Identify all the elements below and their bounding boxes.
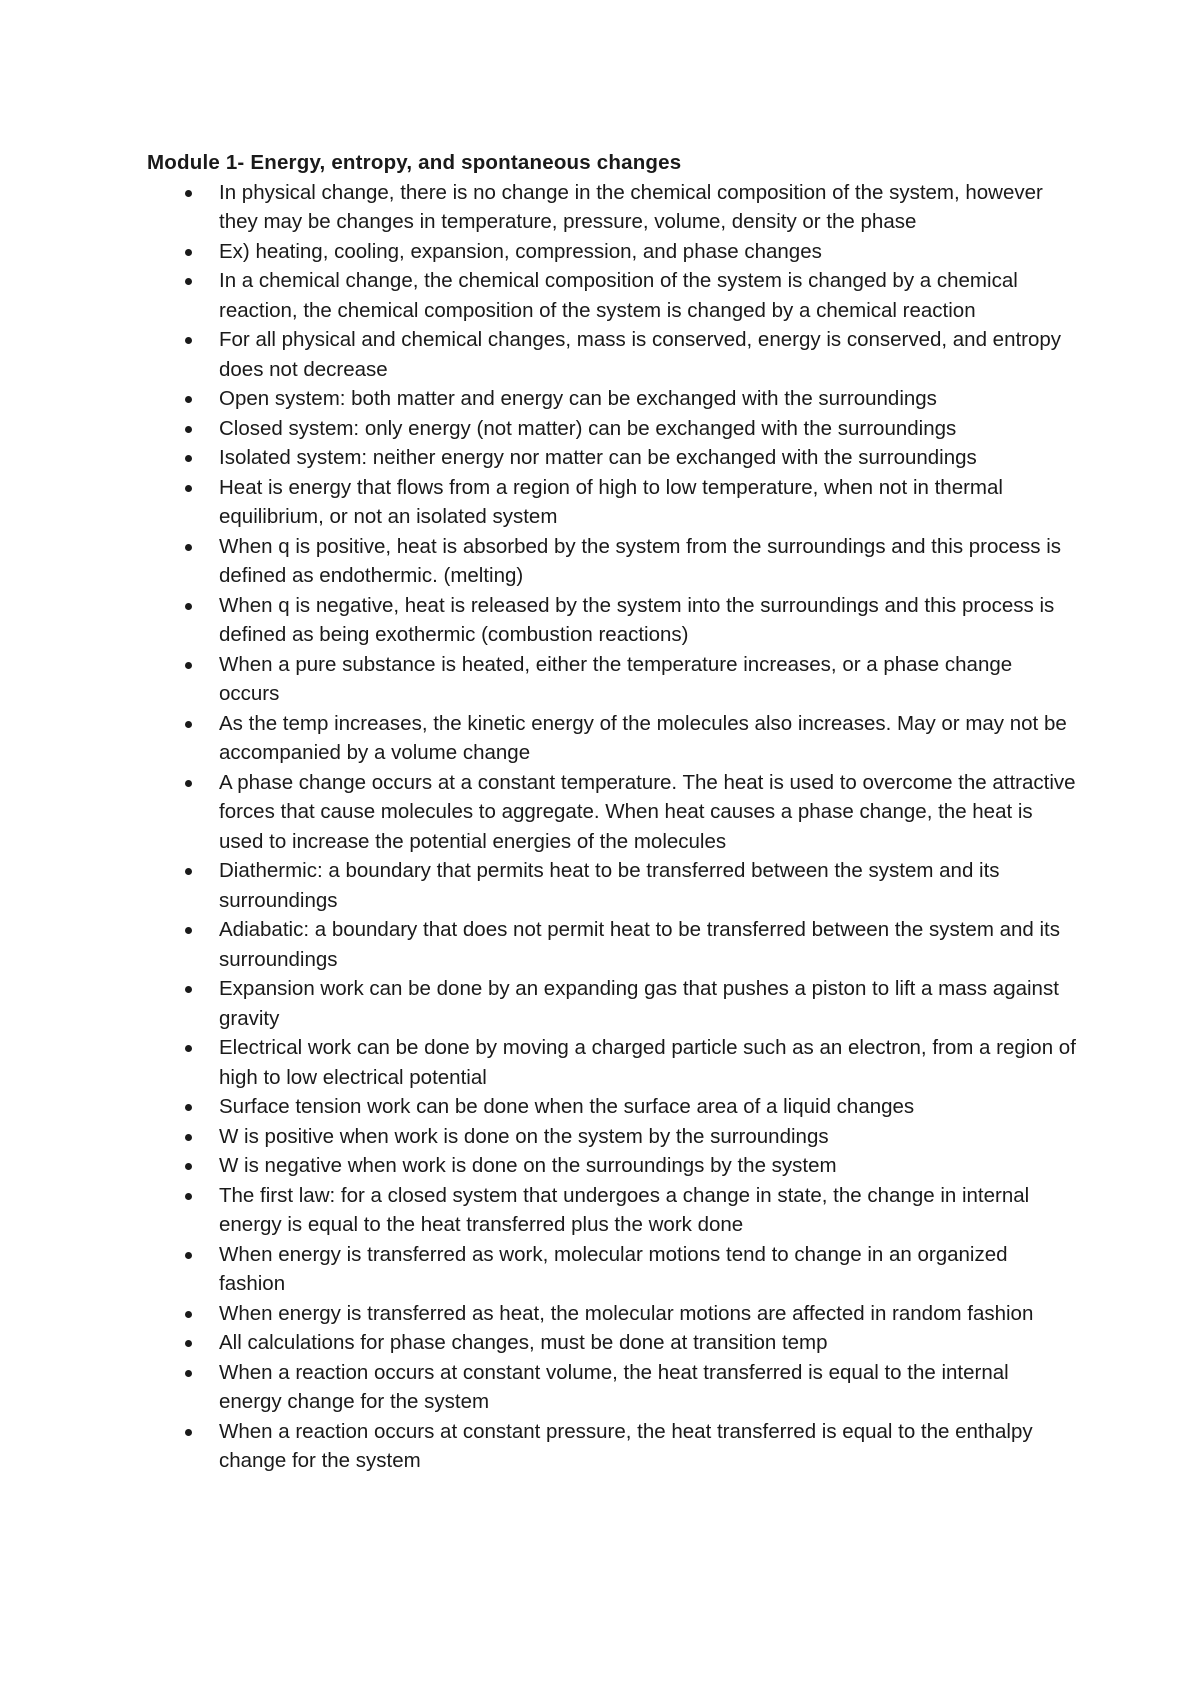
bullet-icon bbox=[185, 1370, 192, 1377]
list-item-text: W is negative when work is done on the surroundings by the system bbox=[219, 1154, 837, 1177]
list-item-text: When q is negative, heat is released by the system into the surroundings and this process is defined as being exothermic (combustion reactions) bbox=[219, 593, 1055, 646]
list-item-text: Closed system: only energy (not matter) can be exchanged with the surroundings bbox=[219, 416, 957, 440]
bullet-icon bbox=[185, 1104, 192, 1111]
list-item-text: When a reaction occurs at constant volume, the heat transferred is equal to the internal energy change for the system bbox=[219, 1360, 1009, 1413]
list-item bbox=[147, 856, 1077, 915]
list-item bbox=[147, 1358, 1077, 1417]
list-item-text: When a pure substance is heated, either the temperature increases, or a phase change occurs bbox=[219, 652, 1013, 705]
list-item bbox=[147, 1151, 1077, 1181]
list-item-text: Heat is energy that flows from a region of high to low temperature, when not in thermal equilibrium, or not an isolated system bbox=[219, 475, 1003, 528]
bullet-icon bbox=[185, 544, 192, 551]
list-item bbox=[147, 1122, 1077, 1152]
list-item-text: When a reaction occurs at constant pressure, the heat transferred is equal to the enthalpy change for the system bbox=[219, 1419, 1033, 1472]
list-item-text: All calculations for phase changes, must be done at transition temp bbox=[219, 1331, 828, 1354]
list-item bbox=[147, 591, 1077, 650]
list-item bbox=[147, 915, 1077, 974]
list-item-text: When q is positive, heat is absorbed by the system from the surroundings and this process is defined as endothermic. (melting) bbox=[219, 534, 1062, 587]
bullet-icon bbox=[185, 278, 192, 285]
list-item-text: In physical change, there is no change in the chemical composition of the system, however they may be changes in temperature, pressure, volume, density or the phase bbox=[219, 180, 1043, 233]
list-item bbox=[147, 1092, 1077, 1122]
list-item-text: W is positive when work is done on the system by the surroundings bbox=[219, 1124, 829, 1148]
bullet-icon bbox=[185, 426, 192, 433]
list-item bbox=[147, 974, 1077, 1033]
list-item bbox=[147, 1328, 1077, 1358]
bullet-icon bbox=[185, 455, 192, 462]
list-item-text: A phase change occurs at a constant temperature. The heat is used to overcome the attractive forces that cause molecules to aggregate. When heat causes a phase change, the heat is used to increase the potential energies of the molecules bbox=[219, 770, 1076, 853]
list-item-text: Diathermic: a boundary that permits heat to be transferred between the system and its surroundings bbox=[219, 859, 1000, 912]
bullet-icon bbox=[185, 190, 192, 197]
list-item bbox=[147, 443, 1077, 473]
list-item-text: Ex) heating, cooling, expansion, compression, and phase changes bbox=[219, 239, 822, 263]
document-page bbox=[147, 148, 1077, 1476]
module-title: Module 1- Energy, entropy, and spontaneous changes bbox=[147, 151, 682, 174]
bullet-icon bbox=[185, 868, 192, 875]
list-item-text: For all physical and chemical changes, mass is conserved, energy is conserved, and entropy does not decrease bbox=[219, 328, 1062, 381]
list-item bbox=[147, 384, 1077, 414]
list-item bbox=[147, 325, 1077, 384]
bullet-icon bbox=[185, 1045, 192, 1052]
bullet-icon bbox=[185, 485, 192, 492]
list-item bbox=[147, 414, 1077, 444]
list-item-text: Electrical work can be done by moving a charged particle such as an electron, from a region of high to low electrical potential bbox=[219, 1036, 1076, 1089]
bullet-icon bbox=[185, 249, 192, 256]
list-item bbox=[147, 1033, 1077, 1092]
bullet-icon bbox=[185, 1340, 192, 1347]
bullet-icon bbox=[185, 780, 192, 787]
bullet-icon bbox=[185, 396, 192, 403]
list-item bbox=[147, 650, 1077, 709]
list-item-text: Expansion work can be done by an expanding gas that pushes a piston to lift a mass against gravity bbox=[219, 977, 1059, 1030]
list-item bbox=[147, 709, 1077, 768]
bullet-icon bbox=[185, 1193, 192, 1200]
list-item bbox=[147, 1181, 1077, 1240]
list-item bbox=[147, 768, 1077, 857]
list-item-text: As the temp increases, the kinetic energy of the molecules also increases. May or may not be accompanied by a volume change bbox=[219, 711, 1067, 764]
bullet-icon bbox=[185, 1163, 192, 1170]
list-item-text: Isolated system: neither energy nor matter can be exchanged with the surroundings bbox=[219, 446, 977, 469]
list-item bbox=[147, 178, 1077, 237]
bullet-icon bbox=[185, 603, 192, 610]
bullet-icon bbox=[185, 1134, 192, 1141]
bullet-icon bbox=[185, 986, 192, 993]
list-item bbox=[147, 237, 1077, 267]
list-item bbox=[147, 473, 1077, 532]
bullet-icon bbox=[185, 1252, 192, 1259]
list-item bbox=[147, 1417, 1077, 1476]
bullet-icon bbox=[185, 662, 192, 669]
list-item-text: Open system: both matter and energy can be exchanged with the surroundings bbox=[219, 387, 937, 410]
list-item-text: Adiabatic: a boundary that does not permit heat to be transferred between the system and its surroundings bbox=[219, 918, 1061, 971]
list-item-text: The first law: for a closed system that undergoes a change in state, the change in internal energy is equal to the heat transferred plus the work done bbox=[219, 1183, 1030, 1236]
bullet-icon bbox=[185, 927, 192, 934]
list-item-text: In a chemical change, the chemical composition of the system is changed by a chemical reaction, the chemical composition of the system is changed by a chemical reaction bbox=[219, 269, 1018, 322]
list-item-text: Surface tension work can be done when the surface area of a liquid changes bbox=[219, 1095, 915, 1118]
list-item-text: When energy is transferred as heat, the molecular motions are affected in random fashion bbox=[219, 1301, 1034, 1325]
list-item bbox=[147, 266, 1077, 325]
bullet-icon bbox=[185, 337, 192, 344]
bullet-icon bbox=[185, 721, 192, 728]
list-item bbox=[147, 532, 1077, 591]
list-item-text: When energy is transferred as work, molecular motions tend to change in an organized fashion bbox=[219, 1242, 1008, 1295]
notes-list bbox=[147, 178, 1077, 1476]
list-item bbox=[147, 1299, 1077, 1329]
bullet-icon bbox=[185, 1311, 192, 1318]
list-item bbox=[147, 1240, 1077, 1299]
bullet-icon bbox=[185, 1429, 192, 1436]
